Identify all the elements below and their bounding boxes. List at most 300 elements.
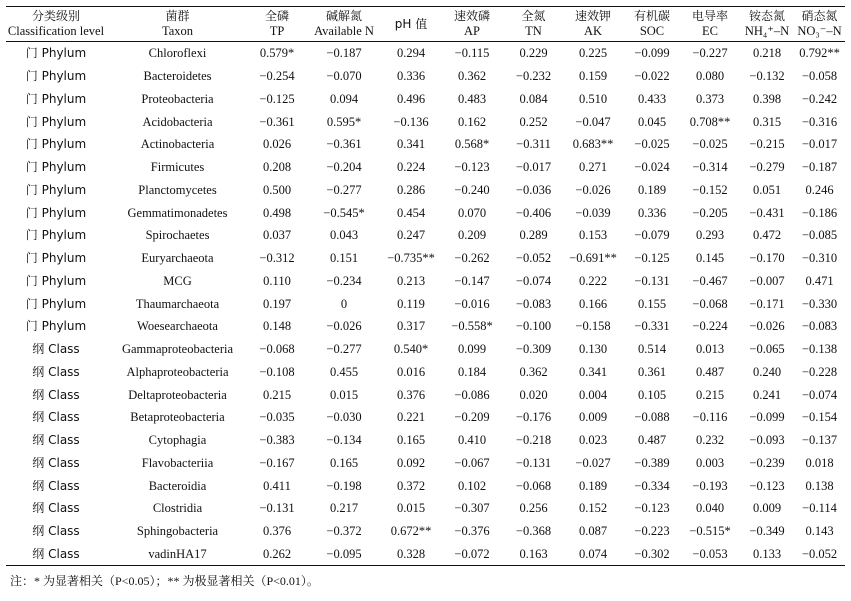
column-header-zh: 碱解氮 <box>325 9 362 23</box>
correlation-cell: 0.094 <box>329 91 359 106</box>
correlation-cell: 0.293 <box>695 228 725 243</box>
correlation-cell: −0.209 <box>454 410 490 425</box>
correlation-cell: −0.224 <box>692 319 728 334</box>
correlation-cell: 0.289 <box>519 228 548 243</box>
table-row <box>6 520 845 543</box>
column-header-zh: 电导率 <box>691 9 728 23</box>
correlation-cell: 0.213 <box>396 273 426 288</box>
correlation-cell: 0.500 <box>262 182 292 197</box>
correlation-cell: 0.294 <box>396 46 426 61</box>
correlation-cell: 0.262 <box>262 546 292 561</box>
taxon-cell: MCG <box>163 273 192 288</box>
correlation-cell: 0.595* <box>326 114 362 129</box>
correlation-cell: 0.483 <box>457 91 487 106</box>
column-header <box>106 7 249 42</box>
correlation-cell: −0.068 <box>259 342 295 357</box>
correlation-cell: 0.224 <box>396 160 426 175</box>
taxon-cell: Chloroflexi <box>148 46 207 61</box>
column-header <box>624 7 680 42</box>
taxon-cell: Proteobacteria <box>141 91 214 106</box>
correlation-cell: −0.067 <box>454 455 490 470</box>
column-header <box>680 7 740 42</box>
correlation-cell: 0.148 <box>262 319 292 334</box>
correlation-cell: 0.099 <box>457 342 487 357</box>
classification-level-cell: 门 Phylum <box>25 114 87 129</box>
correlation-cell: 0.004 <box>578 387 608 402</box>
correlation-cell: −0.154 <box>801 410 838 425</box>
correlation-cell: 0.579* <box>259 46 295 61</box>
correlation-cell: −0.052 <box>515 251 552 266</box>
correlation-cell: 0.232 <box>695 433 725 448</box>
correlation-cell: −0.223 <box>634 524 670 539</box>
taxon-cell: Gemmatimonadetes <box>127 205 228 220</box>
column-header <box>505 7 562 42</box>
correlation-cell: −0.227 <box>692 46 728 61</box>
correlation-cell: −0.187 <box>326 46 362 61</box>
correlation-cell: 0.328 <box>396 546 426 561</box>
correlation-cell: −0.123 <box>634 501 670 516</box>
taxon-cell: Clostridia <box>152 501 203 516</box>
table-row <box>6 156 845 179</box>
correlation-cell: −0.314 <box>692 160 728 175</box>
column-header <box>249 7 305 42</box>
correlation-cell: −0.277 <box>326 182 362 197</box>
column-header-zh: 菌群 <box>165 9 190 23</box>
correlation-cell: 0.487 <box>637 433 667 448</box>
classification-level-cell: 门 Phylum <box>25 182 87 197</box>
correlation-cell: 0.433 <box>637 91 667 106</box>
correlation-cell: −0.232 <box>515 69 552 84</box>
taxon-cell: Woesearchaeota <box>137 319 218 334</box>
taxon-cell: Alphaproteobacteria <box>126 364 229 379</box>
correlation-cell: 0.252 <box>519 114 548 129</box>
taxon-cell: Acidobacteria <box>142 114 213 129</box>
correlation-cell: 0.540* <box>393 342 429 357</box>
column-header <box>383 7 439 42</box>
column-header-en: AP <box>464 24 480 38</box>
correlation-cell: −0.167 <box>259 455 295 470</box>
correlation-cell: −0.131 <box>634 273 670 288</box>
taxon-cell: Betaproteobacteria <box>130 410 225 425</box>
correlation-cell: 0.472 <box>752 228 782 243</box>
correlation-cell: 0.184 <box>457 364 487 379</box>
table-row <box>6 270 845 293</box>
classification-level-cell: 门 Phylum <box>25 205 87 220</box>
classification-level-cell: 纲 Class <box>32 524 80 539</box>
table-header <box>6 7 845 42</box>
correlation-cell: −0.361 <box>326 137 362 152</box>
correlation-cell: 0.410 <box>457 433 487 448</box>
column-header-en: NH₄⁺–N <box>744 24 790 38</box>
correlation-cell: −0.016 <box>454 296 490 311</box>
classification-level-cell: 门 Phylum <box>25 46 87 61</box>
correlation-cell: −0.025 <box>634 137 670 152</box>
correlation-cell: 0.013 <box>695 342 725 357</box>
taxon-cell: Gammaproteobacteria <box>121 342 234 357</box>
correlation-cell: −0.368 <box>515 524 552 539</box>
correlation-cell: 0.514 <box>637 342 667 357</box>
correlation-cell: 0.018 <box>805 455 834 470</box>
correlation-cell: 0.092 <box>396 455 426 470</box>
correlation-cell: −0.074 <box>801 387 838 402</box>
correlation-cell: −0.312 <box>259 251 295 266</box>
correlation-cell: 0.510 <box>578 91 608 106</box>
correlation-cell: 0.043 <box>329 228 359 243</box>
correlation-cell: 0.218 <box>752 46 782 61</box>
taxon-cell: Spirochaetes <box>145 228 210 243</box>
correlation-cell: −0.100 <box>515 319 552 334</box>
classification-level-cell: 门 Phylum <box>25 69 87 84</box>
correlation-cell: −0.039 <box>575 205 611 220</box>
classification-level-cell: 门 Phylum <box>25 137 87 152</box>
correlation-cell: −0.228 <box>801 364 838 379</box>
column-header <box>439 7 505 42</box>
correlation-cell: 0.498 <box>262 205 292 220</box>
correlation-cell: −0.053 <box>692 546 728 561</box>
correlation-cell: −0.083 <box>515 296 552 311</box>
correlation-cell: −0.383 <box>259 433 295 448</box>
taxon-cell: Deltaproteobacteria <box>128 387 227 402</box>
correlation-cell: 0.165 <box>329 455 359 470</box>
correlation-cell: 0.166 <box>578 296 608 311</box>
correlation-cell: −0.132 <box>749 69 785 84</box>
column-header-en: TP <box>269 24 285 38</box>
taxon-cell: Planctomycetes <box>138 182 217 197</box>
correlation-cell: 0.009 <box>578 410 608 425</box>
correlation-cell: 0.189 <box>578 478 608 493</box>
correlation-cell: −0.316 <box>801 114 838 129</box>
table-row <box>6 383 845 406</box>
taxon-cell: Flavobacteriia <box>141 455 214 470</box>
column-header-zh: 全氮 <box>521 9 546 23</box>
classification-level-cell: 纲 Class <box>32 364 80 379</box>
correlation-cell: −0.515* <box>689 524 731 539</box>
correlation-cell: 0.159 <box>578 69 608 84</box>
correlation-cell: 0.189 <box>637 182 667 197</box>
correlation-cell: 0.315 <box>752 114 782 129</box>
classification-level-cell: 纲 Class <box>32 546 80 561</box>
correlation-cell: 0.672** <box>390 524 432 539</box>
correlation-cell: 0.110 <box>263 273 291 288</box>
correlation-cell: 0.683** <box>572 137 614 152</box>
correlation-cell: 0.074 <box>578 546 608 561</box>
correlation-cell: −0.372 <box>326 524 362 539</box>
correlation-cell: 0.341 <box>396 137 426 152</box>
correlation-cell: −0.026 <box>749 319 785 334</box>
column-header-zh: 速效磷 <box>453 9 490 23</box>
correlation-cell: 0.151 <box>329 251 359 266</box>
correlation-cell: −0.035 <box>259 410 295 425</box>
correlation-cell: 0.165 <box>396 433 426 448</box>
column-header-zh: 分类级别 <box>31 9 80 23</box>
correlation-cell: −0.052 <box>801 546 838 561</box>
classification-level-cell: 纲 Class <box>32 455 80 470</box>
correlation-cell: 0.215 <box>262 387 292 402</box>
table-row <box>6 452 845 475</box>
correlation-cell: −0.125 <box>259 91 295 106</box>
correlation-cell: −0.240 <box>454 182 490 197</box>
classification-level-cell: 门 Phylum <box>25 91 87 106</box>
correlation-cell: 0.084 <box>519 91 548 106</box>
correlation-cell: −0.070 <box>326 69 362 84</box>
table-row <box>6 338 845 361</box>
correlation-cell: −0.187 <box>801 160 838 175</box>
taxon-cell: Bacteroidetes <box>143 69 212 84</box>
correlation-cell: 0.209 <box>457 228 487 243</box>
column-header-zh: 速效钾 <box>574 9 611 23</box>
correlation-cell: −0.204 <box>326 160 362 175</box>
correlation-cell: −0.158 <box>575 319 611 334</box>
correlation-cell: −0.027 <box>575 455 611 470</box>
correlation-cell: −0.242 <box>801 91 838 106</box>
column-header-en: NO₃⁻–N <box>797 24 842 38</box>
taxon-cell: Thaumarchaeota <box>135 296 220 311</box>
correlation-cell: −0.205 <box>692 205 728 220</box>
correlation-cell: 0.145 <box>695 251 725 266</box>
classification-level-cell: 纲 Class <box>32 478 80 493</box>
correlation-cell: 0.009 <box>752 501 782 516</box>
correlation-cell: −0.086 <box>454 387 490 402</box>
table-row <box>6 292 845 315</box>
correlation-cell: 0.080 <box>695 69 725 84</box>
correlation-cell: −0.058 <box>801 69 838 84</box>
table-row <box>6 42 845 65</box>
column-header-en: Taxon <box>161 24 194 38</box>
correlation-cell: 0.247 <box>396 228 426 243</box>
correlation-cell: 0.361 <box>637 364 667 379</box>
correlation-cell: 0.163 <box>519 546 548 561</box>
column-header <box>740 7 794 42</box>
correlation-cell: 0.568* <box>454 137 490 152</box>
correlation-cell: −0.095 <box>326 546 362 561</box>
classification-level-cell: 纲 Class <box>32 410 80 425</box>
correlation-cell: −0.389 <box>634 455 670 470</box>
correlation-cell: −0.331 <box>634 319 670 334</box>
column-header-en: Available N <box>314 24 374 38</box>
table-row <box>6 406 845 429</box>
correlation-cell: 0.225 <box>578 46 608 61</box>
correlation-cell: −0.361 <box>259 114 295 129</box>
table-footnote: 注：* 为显著相关（P<0.05）；** 为极显著相关（P<0.01）。 <box>10 574 319 589</box>
table-container <box>6 6 845 589</box>
correlation-cell: 0.471 <box>805 273 834 288</box>
table-row <box>6 543 845 566</box>
correlation-cell: −0.088 <box>634 410 670 425</box>
correlation-cell: 0.362 <box>457 69 487 84</box>
correlation-cell: −0.735** <box>387 251 435 266</box>
correlation-cell: −0.152 <box>692 182 728 197</box>
column-header-en: TN <box>525 24 542 38</box>
table-row <box>6 247 845 270</box>
correlation-cell: −0.114 <box>802 501 837 516</box>
classification-level-cell: 门 Phylum <box>25 296 87 311</box>
column-header <box>794 7 845 42</box>
correlation-cell: −0.022 <box>634 69 670 84</box>
correlation-cell: 0.102 <box>457 478 487 493</box>
correlation-cell: −0.007 <box>749 273 785 288</box>
table-row <box>6 88 845 111</box>
correlation-cell: 0.037 <box>262 228 292 243</box>
correlation-cell: −0.125 <box>634 251 670 266</box>
correlation-cell: 0.317 <box>396 319 426 334</box>
correlation-cell: −0.079 <box>634 228 670 243</box>
correlation-cell: −0.171 <box>749 296 785 311</box>
correlation-cell: −0.093 <box>749 433 785 448</box>
correlation-cell: 0.411 <box>263 478 291 493</box>
correlation-cell: −0.147 <box>454 273 490 288</box>
correlation-cell: 0.792** <box>799 46 840 61</box>
correlation-cell: −0.131 <box>515 455 552 470</box>
correlation-cell: −0.254 <box>259 69 295 84</box>
correlation-cell: −0.277 <box>326 342 362 357</box>
correlation-cell: −0.302 <box>634 546 670 561</box>
correlation-cell: 0.016 <box>396 364 426 379</box>
correlation-cell: 0.197 <box>262 296 292 311</box>
correlation-cell: −0.193 <box>692 478 728 493</box>
correlation-cell: −0.307 <box>454 501 490 516</box>
table-row <box>6 110 845 133</box>
correlation-cell: −0.310 <box>801 251 838 266</box>
classification-level-cell: 纲 Class <box>32 501 80 516</box>
correlation-cell: −0.311 <box>516 137 551 152</box>
correlation-cell: −0.334 <box>634 478 670 493</box>
correlation-cell: −0.024 <box>634 160 670 175</box>
classification-level-cell: 纲 Class <box>32 433 80 448</box>
correlation-cell: 0.376 <box>396 387 426 402</box>
correlation-cell: 0.215 <box>695 387 725 402</box>
taxon-cell: Bacteroidia <box>148 478 207 493</box>
correlation-cell: −0.115 <box>454 46 490 61</box>
correlation-cell: −0.170 <box>749 251 785 266</box>
correlation-cell: −0.558* <box>451 319 493 334</box>
correlation-cell: −0.279 <box>749 160 785 175</box>
correlation-cell: 0.152 <box>578 501 608 516</box>
correlation-cell: −0.138 <box>801 342 838 357</box>
correlation-cell: 0 <box>340 296 348 311</box>
correlation-cell: 0.487 <box>695 364 725 379</box>
classification-level-cell: 门 Phylum <box>25 251 87 266</box>
taxon-cell: vadinHA17 <box>148 546 207 561</box>
table-row <box>6 429 845 452</box>
correlation-cell: 0.015 <box>329 387 359 402</box>
correlation-cell: 0.222 <box>578 273 608 288</box>
correlation-cell: 0.020 <box>519 387 548 402</box>
correlation-cell: −0.068 <box>515 478 552 493</box>
correlation-cell: −0.218 <box>515 433 552 448</box>
table-row <box>6 65 845 88</box>
correlation-cell: 0.221 <box>396 410 426 425</box>
table-body <box>6 42 845 566</box>
table-row <box>6 179 845 202</box>
column-header-zh: 全磷 <box>264 9 289 23</box>
correlation-cell: −0.123 <box>749 478 785 493</box>
correlation-cell: 0.241 <box>752 387 782 402</box>
correlation-cell: 0.341 <box>578 364 608 379</box>
column-header-zh: pH 值 <box>394 16 428 31</box>
correlation-cell: −0.026 <box>575 182 611 197</box>
correlation-cell: −0.047 <box>575 114 611 129</box>
correlation-cell: −0.176 <box>515 410 552 425</box>
correlation-cell: 0.003 <box>695 455 725 470</box>
correlation-cell: −0.085 <box>801 228 838 243</box>
classification-level-cell: 门 Phylum <box>25 160 87 175</box>
correlation-cell: −0.262 <box>454 251 490 266</box>
correlation-cell: 0.087 <box>578 524 608 539</box>
table-row <box>6 474 845 497</box>
correlation-cell: −0.137 <box>801 433 838 448</box>
taxon-cell: Euryarchaeota <box>141 251 214 266</box>
correlation-table <box>6 6 845 566</box>
correlation-cell: −0.330 <box>801 296 838 311</box>
table-row <box>6 133 845 156</box>
correlation-cell: 0.708** <box>689 114 731 129</box>
column-header-zh: 硝态氮 <box>801 9 838 23</box>
correlation-cell: 0.208 <box>262 160 292 175</box>
correlation-cell: 0.119 <box>397 296 425 311</box>
column-header-en: SOC <box>639 24 665 38</box>
table-row <box>6 497 845 520</box>
correlation-cell: 0.015 <box>396 501 426 516</box>
correlation-cell: −0.017 <box>801 137 838 152</box>
classification-level-cell: 纲 Class <box>32 387 80 402</box>
header-row <box>6 7 845 42</box>
column-header-zh: 有机碳 <box>633 9 670 23</box>
correlation-cell: −0.431 <box>749 205 785 220</box>
column-header-en: EC <box>702 24 718 38</box>
correlation-cell: −0.186 <box>801 205 838 220</box>
correlation-cell: −0.467 <box>692 273 728 288</box>
correlation-cell: 0.362 <box>519 364 548 379</box>
correlation-cell: −0.349 <box>749 524 785 539</box>
table-row <box>6 361 845 384</box>
correlation-cell: −0.108 <box>259 364 295 379</box>
column-header-zh: 铵态氮 <box>748 9 785 23</box>
correlation-cell: −0.134 <box>326 433 362 448</box>
correlation-cell: 0.023 <box>578 433 608 448</box>
correlation-cell: 0.373 <box>695 91 725 106</box>
correlation-cell: 0.051 <box>752 182 782 197</box>
correlation-cell: −0.099 <box>749 410 785 425</box>
correlation-cell: 0.336 <box>396 69 426 84</box>
correlation-cell: −0.309 <box>515 342 552 357</box>
correlation-cell: 0.286 <box>396 182 426 197</box>
correlation-cell: −0.234 <box>326 273 362 288</box>
correlation-cell: 0.496 <box>396 91 426 106</box>
correlation-cell: −0.065 <box>749 342 785 357</box>
correlation-cell: −0.026 <box>326 319 362 334</box>
correlation-cell: −0.074 <box>515 273 552 288</box>
correlation-cell: 0.026 <box>262 137 292 152</box>
correlation-cell: −0.545* <box>323 205 365 220</box>
correlation-cell: −0.406 <box>515 205 552 220</box>
correlation-cell: 0.130 <box>578 342 608 357</box>
correlation-cell: 0.336 <box>637 205 667 220</box>
column-header <box>305 7 383 42</box>
correlation-cell: 0.246 <box>805 182 834 197</box>
correlation-cell: −0.025 <box>692 137 728 152</box>
correlation-cell: 0.138 <box>805 478 834 493</box>
classification-level-cell: 门 Phylum <box>25 319 87 334</box>
correlation-cell: −0.030 <box>326 410 362 425</box>
correlation-cell: 0.162 <box>457 114 487 129</box>
taxon-cell: Sphingobacteria <box>136 524 219 539</box>
correlation-cell: 0.105 <box>637 387 667 402</box>
correlation-cell: 0.398 <box>752 91 782 106</box>
taxon-cell: Actinobacteria <box>140 137 215 152</box>
column-header <box>6 7 106 42</box>
correlation-cell: 0.240 <box>752 364 782 379</box>
correlation-cell: 0.133 <box>752 546 782 561</box>
